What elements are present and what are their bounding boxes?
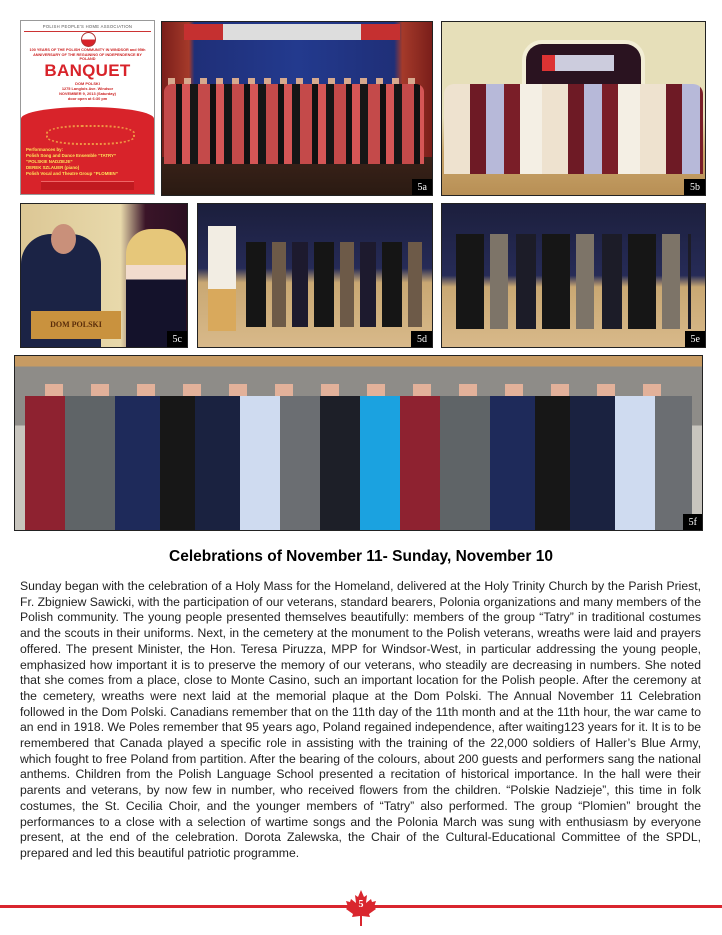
performer: DEREK SZLAUER (piano) bbox=[26, 165, 80, 170]
folk-dancers bbox=[444, 84, 703, 174]
photo-5a-choir bbox=[161, 21, 433, 196]
stage-banner bbox=[542, 55, 614, 71]
photo-5c-speaker bbox=[20, 203, 188, 348]
photo-label: 5a bbox=[412, 179, 432, 195]
article-heading: Celebrations of November 11- Sunday, November 10 bbox=[169, 548, 553, 565]
photo-5e-veterans bbox=[441, 203, 706, 348]
poster-venue-line: 1275 Langlois Ave. Windsor bbox=[61, 86, 114, 91]
poster-performers bbox=[26, 147, 150, 177]
poster-title: BANQUET bbox=[44, 61, 131, 80]
honourees bbox=[246, 242, 426, 327]
photo-5b-dancers bbox=[441, 21, 706, 196]
article-body: Sunday began with the celebration of a Holy Mass for the Homeland, delivered at the Holy Trinity Church by the Parish Priest, Fr. Zbigniew Sawicki, with the participation of our veterans, standard bearers, Polonia organizations and many members of the Polish community. The young people presented themselves beautifully: members of the group “Tatry” in traditional costumes and the scouts in their uniforms. Next, in the cemetery at the monument to the Polish veterans, wreaths were laid and prayers offered. The present Minister, the Hon. Teresa Piruzza, MPP for Windsor-West, in particular addressing the young people, emphasized how important it is to preserve the memory of our veterans, who steadily are decreasing in numbers. She noted that she comes from a place, close to Monte Casino, such an important location for the Polish people. After the ceremony at the cemetery, wreaths were next laid at the memorial plaque at the Dom Polski. The Annual November 11 Celebration followed in the Dom Polski. Canadians remember that on the 11th day of the 11th month and at the 11th hour, the war came to an end in 1918. We Poles remember that 95 years ago, Poland regained independence, after waiting123 years for it. It is to be remembered that Canada played a specific role in assisting with the training of the 22,000 soldiers of Haller’s Blue Army, which fought to free Poland from partition. After the bearing of the colours, about 200 guests and performers sang the national anthems. Children from the Polish Language School presented a recitation of historical importance. In the hall were their parents and veterans, by now few in number, who received flowers from the children. “Polskie Nadzieje”, this time in folk costumes, the St. Cecilia Choir, and the younger members of “Tatry” also performed. The group “Plomien” brought the performances to a close with a selection of wartime songs and the Polonia March was sung with enthusiasm by everyone present, at the end of the celebration. Dorota Zalewska, the Chair of the Cultural-Educational Committee of the SPDL, prepared and led this beautiful patriotic programme. bbox=[20, 579, 701, 860]
photo-5d-honourees bbox=[197, 203, 433, 348]
stage-banner bbox=[184, 24, 400, 40]
veterans bbox=[456, 234, 691, 329]
photo-label: 5f bbox=[683, 514, 702, 530]
performer: Polish Song and Dance Ensemble “TATRY” bbox=[26, 153, 117, 158]
poster-venue-line: NOVEMBER 9, 2013 (Saturday) bbox=[59, 91, 116, 96]
performer: “POLSKIE NADZIEJE” bbox=[26, 159, 73, 164]
ornament-icon bbox=[46, 125, 135, 145]
performers-heading: Performances by: bbox=[26, 147, 64, 152]
photo-label: 5c bbox=[167, 331, 187, 347]
speaker-head bbox=[51, 224, 76, 254]
poster-subtitle: 100 YEARS OF THE POLISH COMMUNITY IN WINDSOR and 95th ANNIVERSARY OF THE REGAINING OF INDEPENDENCE BY POLAND bbox=[29, 48, 146, 62]
photo-5f-group bbox=[14, 355, 703, 531]
poster-association: POLISH PEOPLE'S HOME ASSOCIATION bbox=[24, 24, 151, 32]
photo-label: 5b bbox=[684, 179, 705, 195]
podium: DOM POLSKI bbox=[31, 311, 121, 339]
photo-label: 5d bbox=[411, 331, 432, 347]
group-portrait bbox=[25, 396, 692, 531]
choir-members bbox=[164, 84, 424, 164]
photo-label: 5e bbox=[685, 331, 705, 347]
poster-venue-line: DOM POLSKI bbox=[75, 81, 100, 86]
emblem-icon bbox=[81, 32, 96, 47]
poster-venue-line: door open at 6:30 pm bbox=[67, 96, 108, 101]
performer: Polish Vocal and Theatre Group “PLOMIEN” bbox=[26, 171, 118, 176]
poster-venue bbox=[31, 81, 144, 101]
podium bbox=[208, 226, 236, 331]
banquet-poster bbox=[20, 20, 155, 195]
poster-footer bbox=[41, 181, 134, 190]
page-number: 5 bbox=[358, 899, 364, 910]
